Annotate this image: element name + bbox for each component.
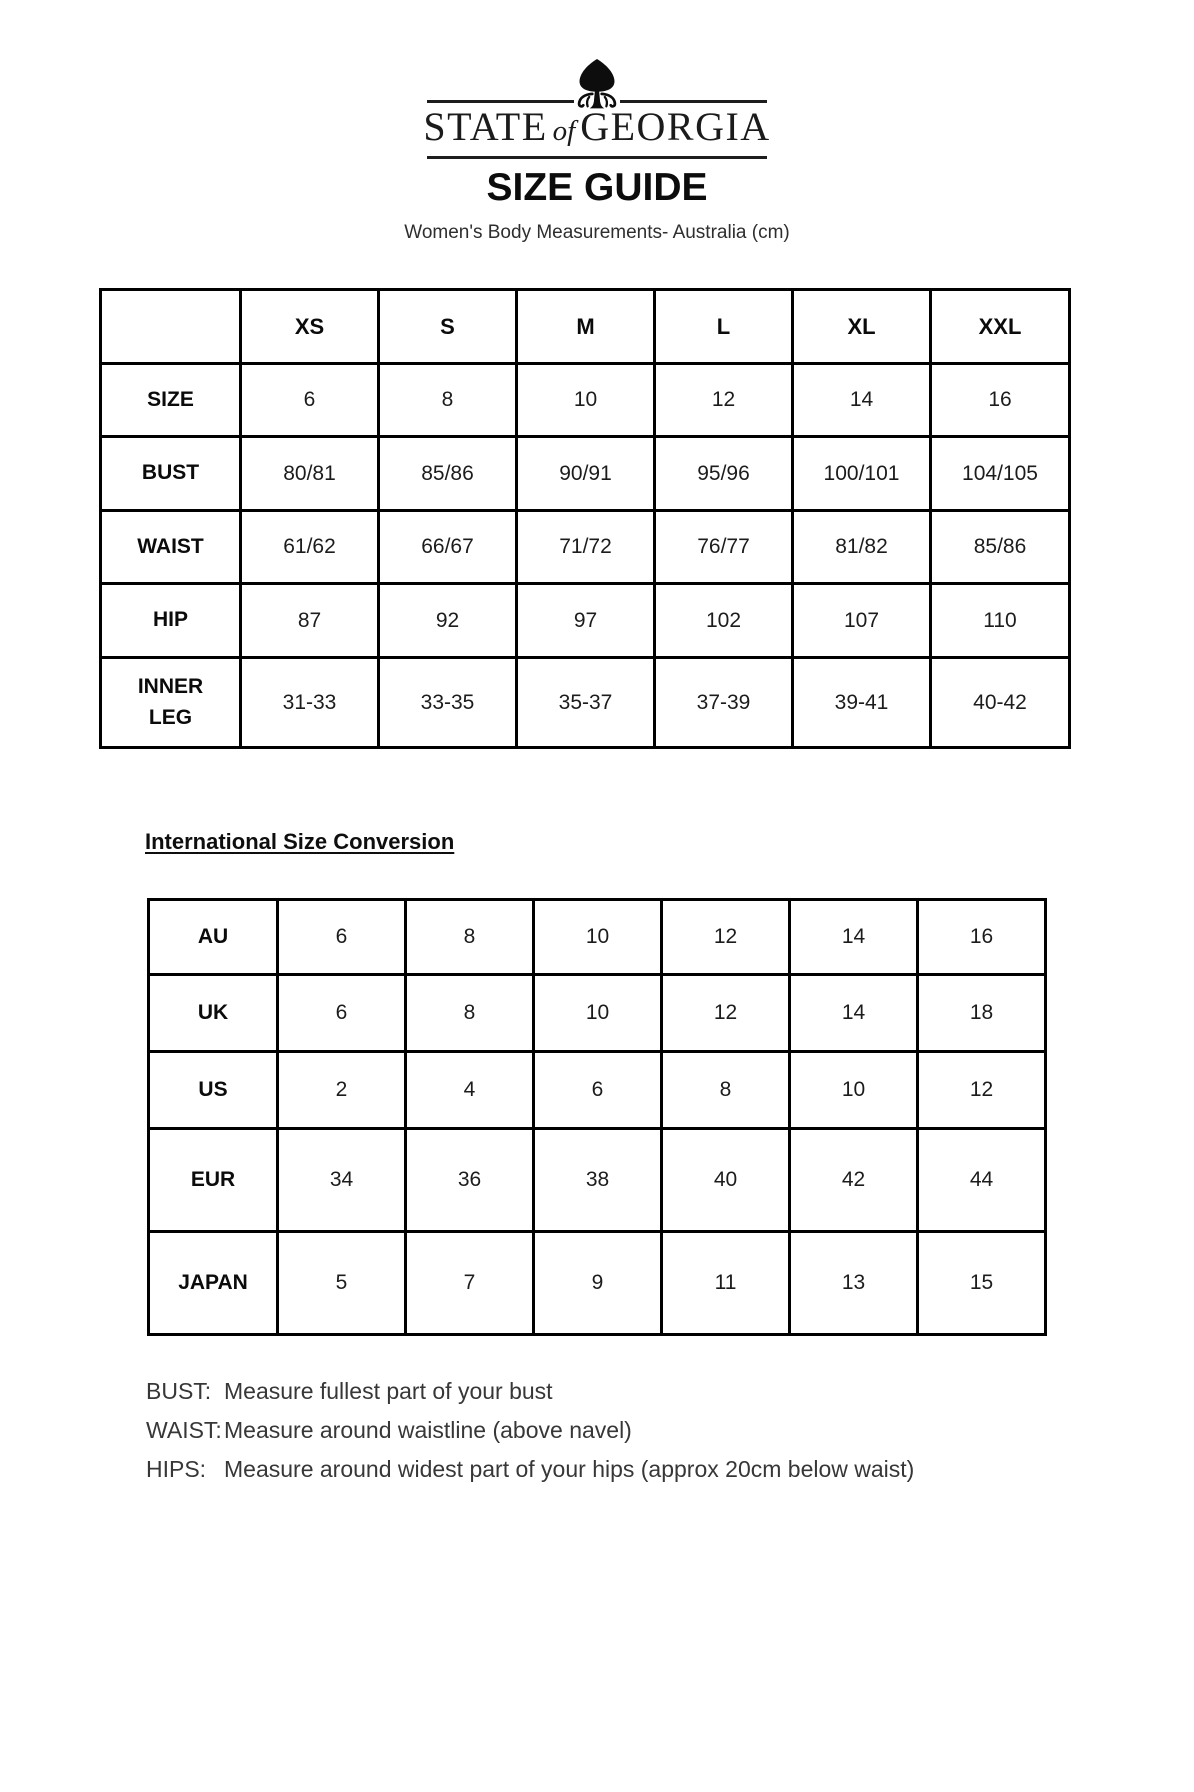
waist-value: 71/72 <box>517 511 655 584</box>
eur-size: 36 <box>406 1129 534 1232</box>
size-value: 14 <box>793 364 931 437</box>
size-value: 6 <box>241 364 379 437</box>
row-label-us <box>149 1052 278 1129</box>
column-header-l: L <box>655 290 793 364</box>
bust-value: 90/91 <box>517 437 655 511</box>
table-row <box>149 1232 1046 1335</box>
us-size: 10 <box>790 1052 918 1129</box>
note-bust <box>146 1372 914 1411</box>
au-size: 12 <box>662 900 790 975</box>
row-label-text: BUST <box>141 461 200 485</box>
note-hips <box>146 1450 914 1489</box>
row-label-uk <box>149 975 278 1052</box>
japan-size: 7 <box>406 1232 534 1335</box>
hip-value: 107 <box>793 584 931 658</box>
note-label: WAIST: <box>146 1417 222 1443</box>
row-label-text: INNER LEG <box>137 675 204 729</box>
inner-leg-value: 40-42 <box>931 658 1070 748</box>
brand-word-georgia: GEORGIA <box>580 104 771 149</box>
table-row <box>101 658 1070 748</box>
size-value: 12 <box>655 364 793 437</box>
japan-size: 5 <box>278 1232 406 1335</box>
table-row <box>149 900 1046 975</box>
column-header-m: M <box>517 290 655 364</box>
waist-value: 85/86 <box>931 511 1070 584</box>
japan-size: 13 <box>790 1232 918 1335</box>
row-label-text: US <box>198 1077 228 1101</box>
row-label-hip <box>101 584 241 658</box>
row-label-inner-leg <box>101 658 241 748</box>
uk-size: 6 <box>278 975 406 1052</box>
row-label-text: SIZE <box>147 387 194 411</box>
table-row <box>101 584 1070 658</box>
row-label-text: JAPAN <box>178 1270 248 1294</box>
au-size: 16 <box>918 900 1046 975</box>
row-label-japan <box>149 1232 278 1335</box>
japan-size: 15 <box>918 1232 1046 1335</box>
brand-name <box>0 103 1194 155</box>
hip-value: 97 <box>517 584 655 658</box>
row-label-text: UK <box>197 1000 229 1024</box>
size-value: 16 <box>931 364 1070 437</box>
column-header-xs: XS <box>241 290 379 364</box>
column-header-xl: XL <box>793 290 931 364</box>
row-label-waist <box>101 511 241 584</box>
uk-size: 8 <box>406 975 534 1052</box>
uk-size: 14 <box>790 975 918 1052</box>
row-label-text: EUR <box>190 1167 236 1191</box>
row-label-eur <box>149 1129 278 1232</box>
inner-leg-value: 39-41 <box>793 658 931 748</box>
table-row <box>149 1129 1046 1232</box>
hip-value: 92 <box>379 584 517 658</box>
inner-leg-value: 37-39 <box>655 658 793 748</box>
us-size: 8 <box>662 1052 790 1129</box>
eur-size: 40 <box>662 1129 790 1232</box>
row-label-size <box>101 364 241 437</box>
waist-value: 66/67 <box>379 511 517 584</box>
table-row <box>149 1052 1046 1129</box>
hip-value: 87 <box>241 584 379 658</box>
size-value: 10 <box>517 364 655 437</box>
table-row <box>101 437 1070 511</box>
note-text: Measure around waistline (above navel) <box>224 1417 632 1443</box>
measurements-table <box>99 288 1071 749</box>
inner-leg-value: 31-33 <box>241 658 379 748</box>
bust-value: 104/105 <box>931 437 1070 511</box>
row-label-text: AU <box>197 924 229 948</box>
bust-value: 80/81 <box>241 437 379 511</box>
au-size: 6 <box>278 900 406 975</box>
au-size: 8 <box>406 900 534 975</box>
page-title: SIZE GUIDE <box>486 166 708 209</box>
row-label-au <box>149 900 278 975</box>
size-value: 8 <box>379 364 517 437</box>
hip-value: 102 <box>655 584 793 658</box>
eur-size: 38 <box>534 1129 662 1232</box>
note-waist <box>146 1411 914 1450</box>
corner-cell <box>101 290 241 364</box>
au-size: 10 <box>534 900 662 975</box>
eur-size: 42 <box>790 1129 918 1232</box>
bust-value: 95/96 <box>655 437 793 511</box>
bust-value: 85/86 <box>379 437 517 511</box>
measurement-notes <box>146 1372 914 1489</box>
note-label: HIPS: <box>146 1456 207 1482</box>
row-label-text: HIP <box>152 608 188 632</box>
logo-rule-bottom <box>427 156 767 159</box>
bust-value: 100/101 <box>793 437 931 511</box>
table-row <box>101 511 1070 584</box>
us-size: 12 <box>918 1052 1046 1129</box>
inner-leg-value: 35-37 <box>517 658 655 748</box>
waist-value: 81/82 <box>793 511 931 584</box>
conversion-heading: International Size Conversion <box>145 829 455 854</box>
waist-value: 76/77 <box>655 511 793 584</box>
au-size: 14 <box>790 900 918 975</box>
brand-word-of: of <box>552 115 576 147</box>
table-row <box>149 975 1046 1052</box>
hip-value: 110 <box>931 584 1070 658</box>
uk-size: 18 <box>918 975 1046 1052</box>
row-label-text: WAIST <box>137 534 204 558</box>
us-size: 2 <box>278 1052 406 1129</box>
column-header-s: S <box>379 290 517 364</box>
brand-word-state: STATE <box>423 104 548 149</box>
row-label-bust <box>101 437 241 511</box>
column-header-xxl: XXL <box>931 290 1070 364</box>
table-row <box>101 364 1070 437</box>
note-label: BUST: <box>146 1378 212 1404</box>
note-text: Measure fullest part of your bust <box>224 1378 553 1404</box>
uk-size: 12 <box>662 975 790 1052</box>
page-subtitle: Women's Body Measurements- Australia (cm) <box>404 222 790 243</box>
uk-size: 10 <box>534 975 662 1052</box>
waist-value: 61/62 <box>241 511 379 584</box>
note-text: Measure around widest part of your hips (approx 20cm below waist) <box>224 1456 915 1482</box>
inner-leg-value: 33-35 <box>379 658 517 748</box>
eur-size: 44 <box>918 1129 1046 1232</box>
conversion-table <box>147 898 1047 1336</box>
japan-size: 9 <box>534 1232 662 1335</box>
japan-size: 11 <box>662 1232 790 1335</box>
us-size: 4 <box>406 1052 534 1129</box>
eur-size: 34 <box>278 1129 406 1232</box>
table-row <box>101 290 1070 364</box>
us-size: 6 <box>534 1052 662 1129</box>
